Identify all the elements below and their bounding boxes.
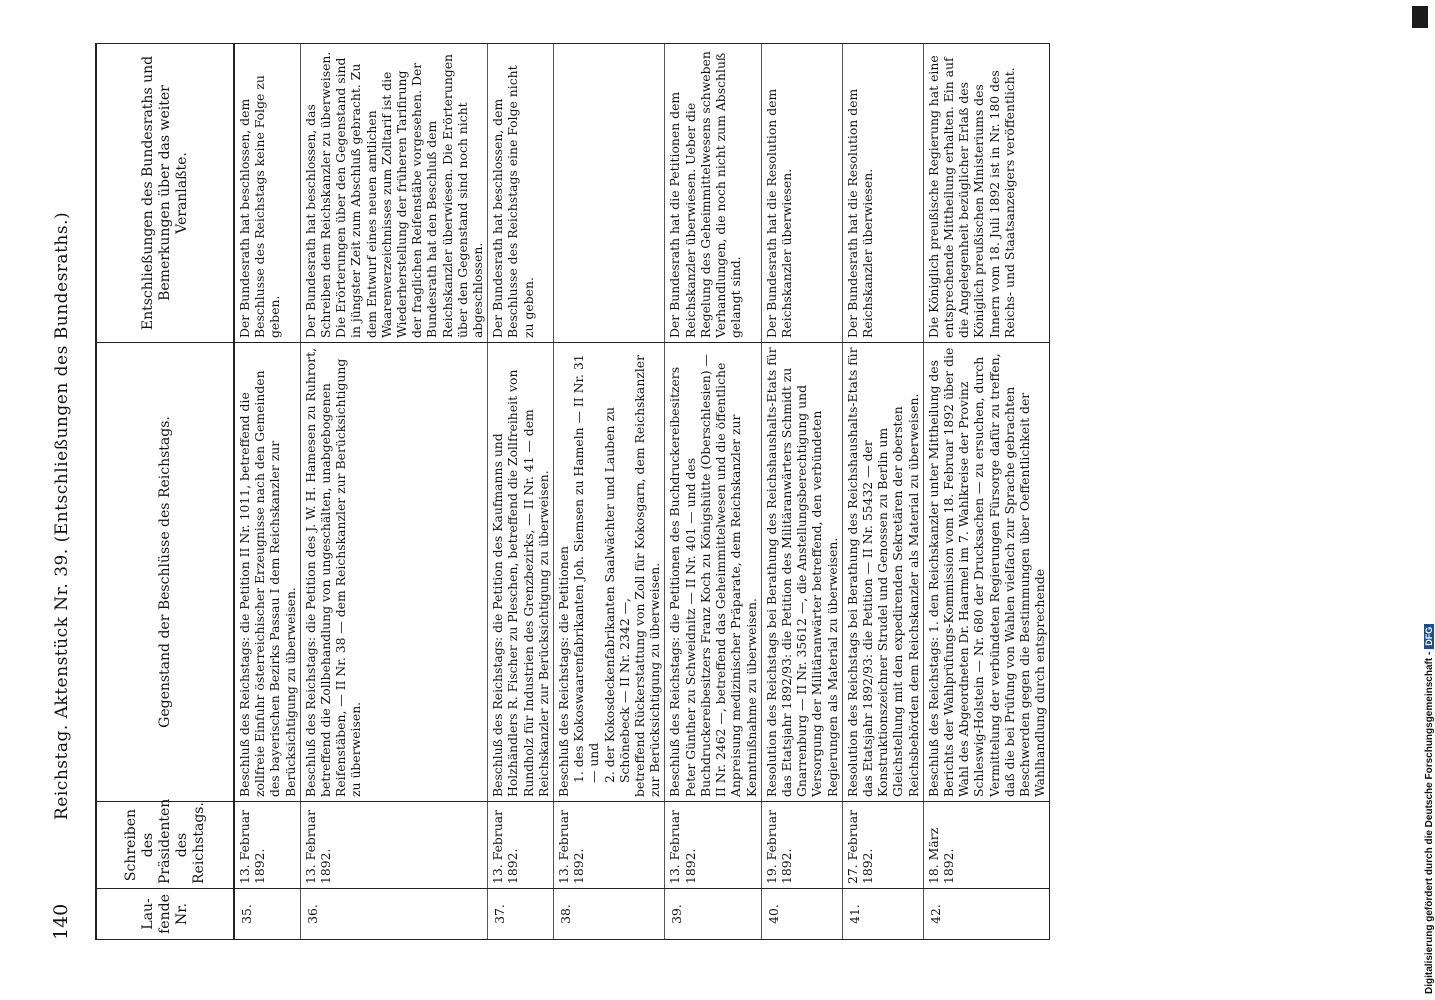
header-schreiben: Schreiben des Präsidenten des Reichstags. <box>96 802 234 889</box>
row-date: 18. März 1892. <box>925 827 956 884</box>
row-gegenstand: Resolution des Reichstags bei Berathung des Reichshaushalts-Etats für das Etatsjahr 1892/93: die Petition des Militäranwärters Schmidt zu Gnarrenburg — II Nr. 35612 —, die Anstellungsberechtigung und Versorgung der Militäranwärter betreffend, den verbündeten Regierungen als Material zu überweisen. <box>763 347 840 797</box>
table-header-row <box>96 44 234 940</box>
row-gegenstand: Beschluß des Reichstags: die Petition II Nr. 1011, betreffend die zollfreie Einfuhr österreichischer Erzeugnisse nach den Gemeinden des bayerischen Bezirks Passau I dem Reichskanzler zur Berücksichtigung zu überweisen. <box>237 370 298 797</box>
row-number: 39. <box>669 904 685 924</box>
row-gegenstand: Beschluß des Reichstags: die Petitionen <box>556 545 572 797</box>
digitization-note <box>1424 624 1435 994</box>
row-number: 42. <box>927 904 943 924</box>
row-date: 13. Februar 1892. <box>302 809 334 884</box>
page-number: 140 <box>50 903 72 940</box>
header-entschliessungen: Entschließungen des Bundesraths und Bemerkungen über das weiter Veranlaßte. <box>96 44 234 343</box>
table-row <box>923 44 1050 940</box>
row-number: 41. <box>846 904 862 924</box>
row-gegenstand: Beschluß des Reichstags: die Petitionen des Buchdruckereibesitzers Peter Günther zu Schweidnitz — II Nr. 401 — und des Buchdruckereibesitzers Franz Koch zu Königshütte (Oberschlesien) — II Nr. 2462 —, betreffend das Geheimmittelwesen und die öffentliche Anpreisung medizinischer Präparate, dem Reichskanzler zur Kenntnißnahme zu überweisen. <box>667 354 759 797</box>
row-gegenstand: Beschluß des Reichstags: die Petition des J. W. H. Hamesen zu Ruhrort, betreffend die Zollbehandlung von ungeschälten, unabgebogenen Reifenstäben, — II Nr. 38 — dem Reichskanzler zur Berücksichtigung zu überweisen. <box>302 347 364 797</box>
table-row <box>488 44 554 940</box>
header-gegenstand: Gegenstand der Beschlüsse des Reichstags. <box>96 343 234 802</box>
row-date: 13. Februar 1892. <box>556 809 587 884</box>
row-entschliessung: Der Bundesrath hat beschlossen, dem Beschlusse des Reichstags keine Folge zu geben. <box>237 75 283 338</box>
table-row <box>842 44 923 940</box>
row-gegenstand: Beschluß des Reichstags: 1. den Reichskanzler unter Mittheilung des Berichts der Wahlprüfungs-Kommission vom 18. Februar 1892 über die Wahl des Abgeordneten Dr. Haarmel im 7. Wahlkreise der Provinz Schleswig-Holstein — Nr. 680 der Drucksachen — zu ersuchen, durch Vermittelung der verbündeten Regierungen Fürsorge dafür zu treffen, daß die bei Prüfung von Wahlen vielfach zur Sprache gebrachten Beschwerden gegen die Bestimmungen über Oeffentlichkeit der Wahlhandlung durch entsprechende <box>925 347 1048 797</box>
row-date: 19. Februar 1892. <box>763 809 794 884</box>
dfg-logo: DFG <box>1424 624 1434 649</box>
scan-corner-mark <box>1412 6 1428 28</box>
row-entschliessung: Der Bundesrath hat die Petitionen dem Reichskanzler überwiesen. Ueber die Regelung des Geheimmittelwesens schweben Verhandlungen, die noch nicht zum Abschluß gelangt sind. <box>667 51 744 338</box>
petition-item: 1. des Kokoswaarenfabrikanten Joh. Siemsen zu Hameln — II Nr. 31 — und <box>571 354 602 783</box>
resolutions-table <box>95 43 1050 940</box>
row-date: 13. Februar 1892. <box>237 809 268 884</box>
row-entschliessung: Die Königlich preußische Regierung hat eine entsprechende Mittheilung erhalten. Ein auf die Angelegenheit bezüglicher Erlaß des Königlich preußischen Ministeriums des Innern vom 18. Juli 1892 ist in Nr. 180 des Reichs- und Staatsanzeigers veröffentlicht. <box>925 55 1017 338</box>
table-row <box>665 44 761 940</box>
row-entschliessung: Der Bundesrath hat die Resolution dem Reichskanzler überwiesen. <box>844 88 875 338</box>
table-row <box>300 44 487 940</box>
row-number: 36. <box>304 904 320 924</box>
row-number: 40. <box>765 904 781 924</box>
digitization-text: Digitalisierung gefördert durch die Deutsche Forschungsgemeinschaft - <box>1424 651 1435 994</box>
petition-item: 2. der Kokosdeckenfabrikanten Saalwächter und Lauben zu Schönebeck — II Nr. 2342 —, <box>601 407 632 783</box>
table-row <box>554 44 665 940</box>
table-row <box>234 44 300 940</box>
row-number: 38. <box>558 904 574 924</box>
row-entschliessung: Der Bundesrath hat beschlossen, dem Beschlusse des Reichstags eine Folge nicht zu geben. <box>490 65 536 338</box>
row-date: 27. Februar 1892. <box>844 809 875 884</box>
row-date: 13. Februar 1892. <box>490 809 521 884</box>
header-laufende-nr: Lau- fende Nr. <box>96 889 234 940</box>
running-title: Reichstag. Aktenstück Nr. 39. (Entschließungen des Bundesraths.) <box>52 211 72 820</box>
row-gegenstand: Beschluß des Reichstags: die Petition des Kaufmanns und Holzhändlers R. Fischer zu Pleschen, betreffend die Zollfreiheit von Rundholz für Industrien des Grenzbezirks, — II Nr. 41 — dem Reichskanzler zur Berücksichtigung zu überweisen. <box>490 369 551 797</box>
row-number: 37. <box>492 904 508 924</box>
row-date: 13. Februar 1892. <box>667 809 698 884</box>
row-number: 35. <box>239 904 254 924</box>
row-gegenstand-tail: betreffend Rückerstattung von Zoll für Kokosgarn, dem Reichskanzler zur Berücksichtigung zu überweisen. <box>632 354 663 797</box>
row-gegenstand: Resolution des Reichstags bei Berathung des Reichshaushalts-Etats für das Etatsjahr 1892/93: die Petition — II Nr. 55432 — der Konstruktionszeichner Strudel und Genossen zu Berlin um Gleichstellung mit den expedirenden Sekretären der obersten Reichsbehörden dem Reichskanzler als Material zu überweisen. <box>844 347 921 797</box>
row-entschliessung: Der Bundesrath hat beschlossen, das Schreiben dem Reichskanzler zu überweisen. Die Erörterungen über den Gegenstand sind in jüngster Zeit zum Abschluß gebracht. Zu dem Entwurf eines neuen amtlichen Waarenverzeichnisses zum Zolltarif ist die Wiederherstellung der früheren Tarifirung der fraglichen Reifenstäbe vorgesehen. Der Bundesrath hat den Beschluß dem Reichskanzler überwiesen. Die Erörterungen über den Gegenstand sind noch nicht abgeschlossen. <box>302 51 486 338</box>
row-entschliessung: Der Bundesrath hat die Resolution dem Reichskanzler überwiesen. <box>763 88 794 338</box>
table-row <box>761 44 842 940</box>
